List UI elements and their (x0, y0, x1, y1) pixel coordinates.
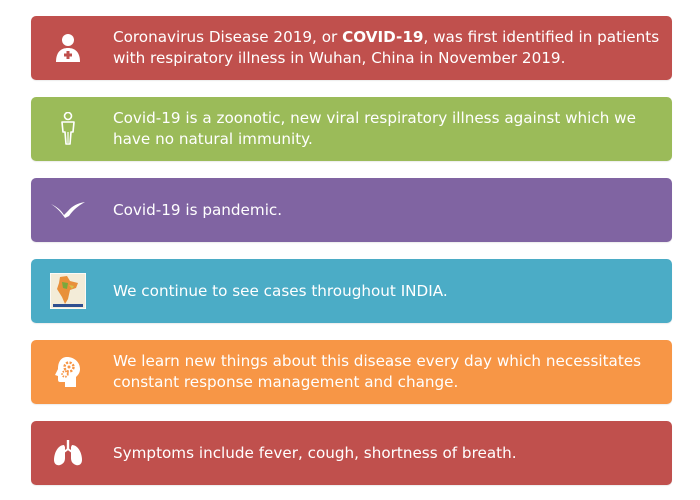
card-text: Symptoms include fever, cough, shortness of breath. (113, 443, 517, 462)
info-card-learning (31, 340, 672, 404)
card-text: We learn new things about this disease every day which necessitates constant response management and change. (113, 352, 642, 391)
human-body-icon (49, 110, 87, 148)
info-card-zoonotic (31, 97, 672, 161)
info-card-pandemic (31, 178, 672, 242)
card-text: We continue to see cases throughout INDIA. (113, 281, 448, 300)
info-card-symptoms (31, 421, 672, 485)
lungs-icon (49, 434, 87, 472)
head-gears-icon (49, 353, 87, 391)
card-text: Covid-19 is pandemic. (113, 200, 283, 219)
india-map-icon (49, 272, 87, 310)
card-text: Coronavirus Disease 2019, or COVID-19, was first identified in patients with respiratory illness in Wuhan, China in November 2019. (113, 28, 660, 67)
info-card-india (31, 259, 672, 323)
covid-highlight: COVID-19 (342, 28, 424, 46)
card-text: Covid-19 is a zoonotic, new viral respiratory illness against which we have no natural immunity. (113, 109, 636, 148)
doctor-icon (49, 29, 87, 67)
info-card-origin (31, 16, 672, 80)
bird-icon (49, 191, 87, 229)
